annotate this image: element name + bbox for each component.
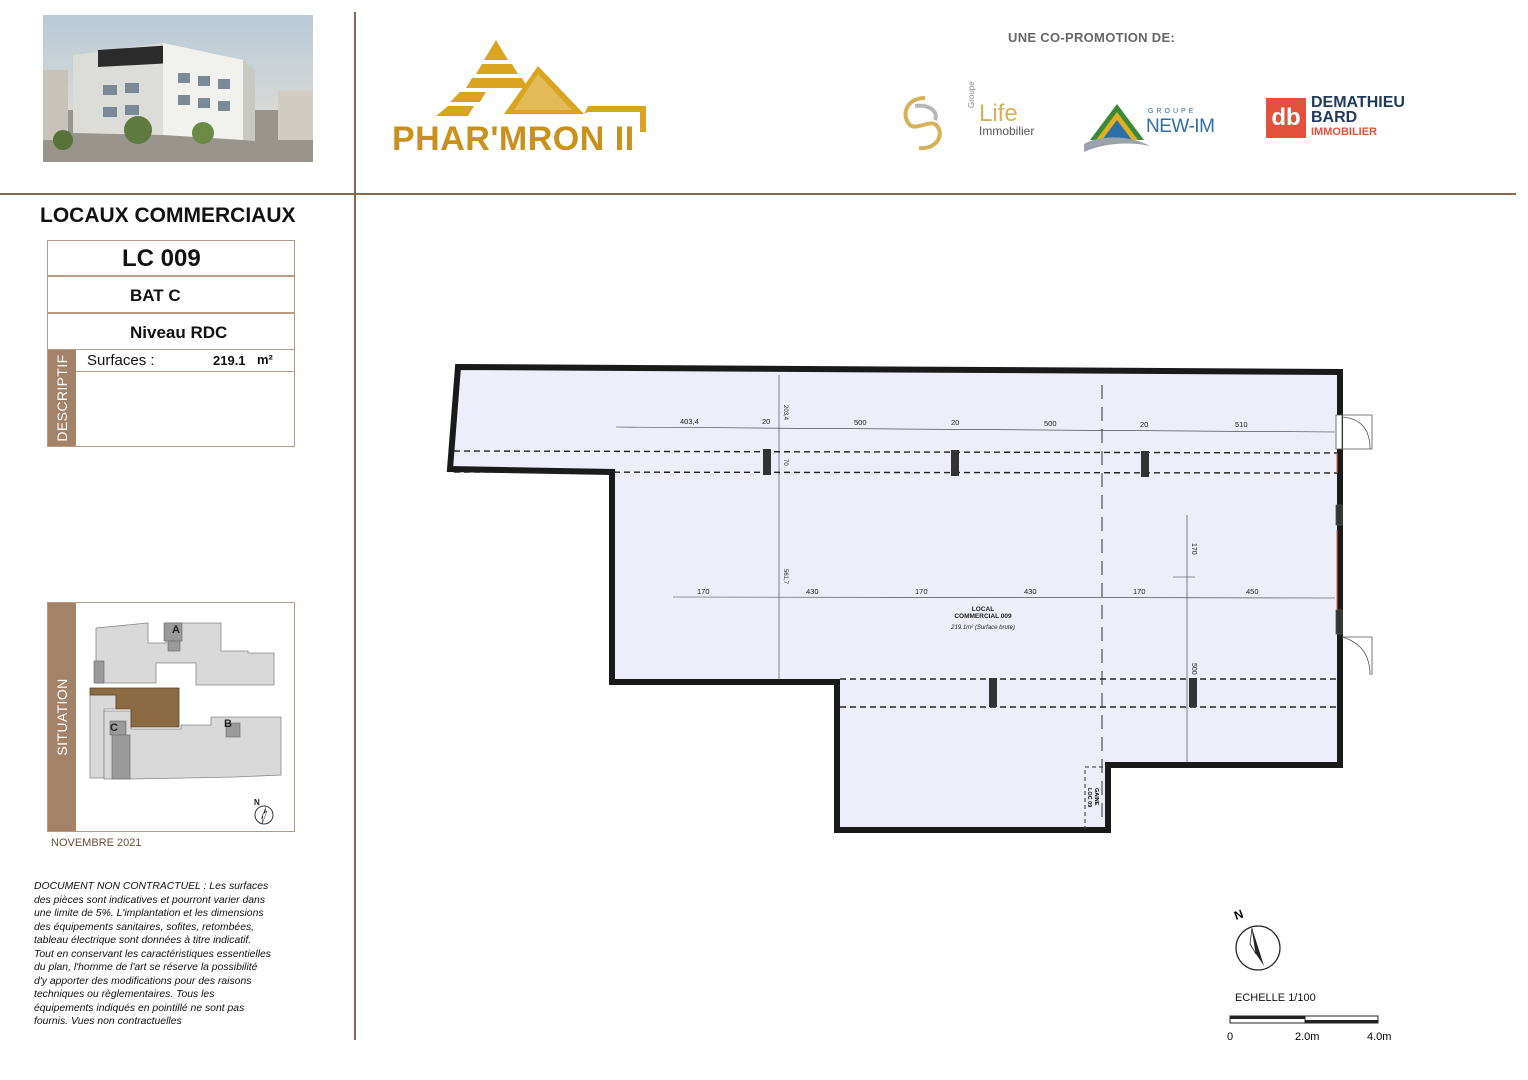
db-monogram-icon: db [1266, 98, 1306, 138]
new-im-name: NEW-IM [1146, 116, 1215, 137]
situation-map [76, 603, 296, 833]
db-name-line2: BARD [1311, 109, 1358, 126]
floor-plan [440, 355, 1400, 845]
situation-label-a: A [172, 624, 180, 636]
dim-vert-1: 203,4 [782, 405, 788, 421]
descriptif-tab-label: DESCRIPTIF [54, 354, 70, 442]
life-name: Life [979, 100, 1018, 127]
disclaimer-line: Tout en conservant les caractéristiques essentielles [34, 948, 271, 960]
dim-top-4: 20 [951, 418, 960, 427]
surface-unit: m² [257, 352, 273, 367]
disclaimer-line: d'y apporter des modifications pour des raisons [34, 975, 252, 987]
situation-tab-label: SITUATION [54, 678, 70, 756]
disclaimer-line: des pièces sont indicatives et pourront varier dans [34, 894, 266, 906]
dim-vert-2: 70 [782, 459, 788, 466]
scale-label: ECHELLE 1/100 [1235, 992, 1316, 1004]
life-group-label: Groupe [967, 81, 976, 108]
new-im-group-label: GROUPE [1148, 108, 1197, 115]
room-floor [450, 367, 1340, 830]
situation-label-b: B [224, 718, 232, 730]
dim-top-7: 510 [1235, 420, 1248, 429]
room-label-line1: LOCAL [971, 606, 995, 613]
vertical-divider [354, 12, 356, 1040]
gaine-label-1: GAINE [1093, 788, 1099, 806]
scale-bar [1225, 1012, 1395, 1048]
disclaimer-line: fournis. Vues non contractuelles [34, 1016, 182, 1027]
dim-vert-4: 170 [1190, 543, 1197, 555]
surface-value: 219.1 [213, 353, 246, 368]
life-immobilier-logo [895, 81, 1065, 154]
dim-vert-3: 561,7 [782, 569, 788, 585]
disclaimer-line: une limite de 5%. L'implantation et les dimensions [34, 908, 264, 919]
disclaimer-line: DOCUMENT NON CONTRACTUEL : Les surfaces [34, 881, 269, 892]
scale-tick-0: 0 [1227, 1031, 1234, 1043]
dim-vert-5: 500 [1190, 663, 1197, 675]
dim-mid-6: 450 [1246, 587, 1259, 596]
horizontal-divider [0, 193, 1516, 195]
surface-row [76, 350, 294, 372]
life-subtitle: Immobilier [979, 124, 1035, 138]
disclaimer-line: équipements indiqués en pointillé ne sont pas [34, 1002, 245, 1014]
disclaimer-line: des équipements sanitaires, sofites, retombées, [34, 921, 255, 933]
document-date: NOVEMBRE 2021 [51, 837, 142, 849]
pharmron-logo [388, 36, 653, 161]
disclaimer [34, 880, 309, 1029]
section-title: LOCAUX COMMERCIAUX [40, 204, 296, 227]
surface-label: Surfaces : [87, 352, 155, 369]
disclaimer-line: du plan, l'homme de l'art se réserve la possibilité [34, 962, 258, 973]
copromotion-label: UNE CO-PROMOTION DE: [1008, 30, 1176, 45]
lot-code: LC 009 [47, 240, 295, 276]
new-im-logo [1082, 100, 1222, 158]
scale-tick-4m: 4.0m [1367, 1031, 1392, 1043]
dim-top-2: 20 [762, 417, 771, 426]
svg-text:N: N [254, 798, 260, 807]
situation-label-c: C [110, 722, 118, 734]
level-label: Niveau RDC [47, 313, 295, 350]
db-name-line1: DEMATHIEU [1311, 94, 1405, 111]
dim-mid-4: 430 [1024, 587, 1037, 596]
building-rendering-photo [43, 15, 313, 162]
situation-panel [47, 602, 295, 832]
gaine-label-2: LOC 09 [1086, 788, 1092, 808]
building-label: BAT C [47, 276, 295, 313]
dim-mid-1: 170 [697, 587, 710, 596]
scale-tick-2m: 2.0m [1295, 1031, 1320, 1043]
dim-top-6: 20 [1140, 420, 1149, 429]
room-label-line2: COMMERCIAL 009 [954, 613, 1012, 620]
dim-top-5: 500 [1044, 419, 1057, 428]
demathieu-bard-logo [1264, 95, 1424, 143]
north-compass-icon [1226, 906, 1290, 978]
dim-mid-2: 430 [806, 587, 819, 596]
pharmron-wordmark: PHAR'MRON II [392, 120, 635, 158]
disclaimer-line: techniques ou règlementaires. Tous les [34, 989, 215, 1000]
dim-mid-3: 170 [915, 587, 928, 596]
situation-north-icon [254, 798, 273, 824]
compass-north-label: N [1232, 906, 1246, 923]
dim-top-3: 500 [854, 418, 867, 427]
situation-tab [48, 603, 76, 831]
dim-top-1: 403,4 [680, 417, 699, 426]
descriptif-panel [47, 349, 295, 447]
disclaimer-line: tableau électrique sont données à titre indicatif. [34, 935, 252, 946]
room-surface: 219.1m² (Surface brute) [951, 625, 1015, 631]
dim-mid-5: 170 [1133, 587, 1146, 596]
db-name-line3: IMMOBILIER [1311, 126, 1377, 138]
descriptif-tab [48, 350, 76, 446]
